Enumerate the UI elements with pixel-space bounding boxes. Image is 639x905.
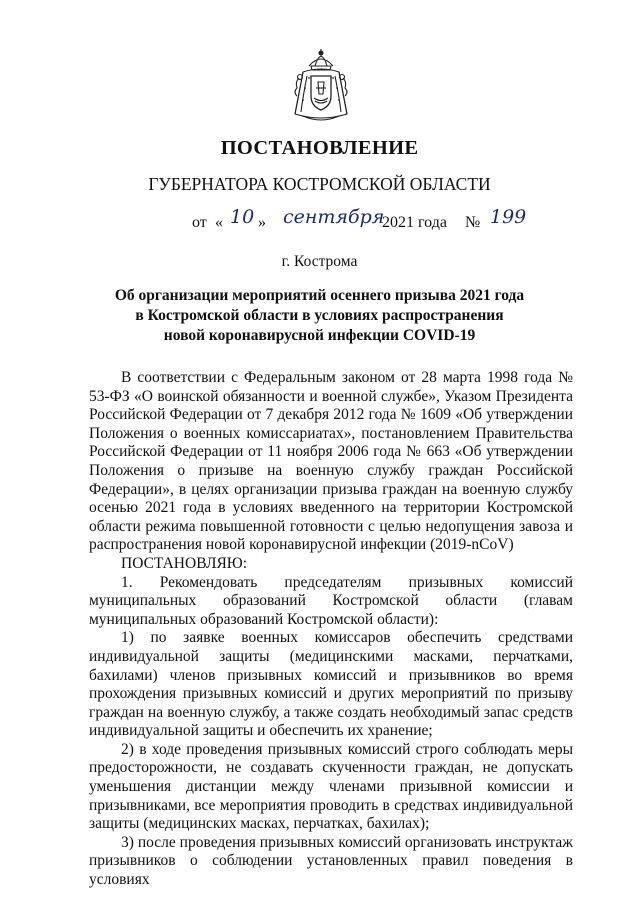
heading-line: Об организации мероприятий осеннего призыва 2021 года	[114, 287, 525, 304]
coat-of-arms-emblem	[289, 48, 353, 124]
document-number-handwritten: 199	[490, 206, 527, 228]
heading-line: в Костромской области в условиях распространения	[135, 307, 504, 324]
date-quote-close: »	[258, 214, 266, 231]
paragraph-preamble: В соответствии с Федеральным законом от 28 марта 1998 года № 53-ФЗ «О воинской обязанности и военной службе», Указом Президента Российской Федерации от 7 декабря 2012 года № 1609 «Об утверждении Положения о военных комиссариатах», постановлением Правительства Российской Федерации от 11 ноября 2006 года № 663 «Об утверждении Положения о призыве на военную службу граждан Российской Федерации», в целях организации призыва граждан на военную службу осенью 2021 года в условиях введенного на территории Костромской области режима повышенной готовности с целью недопущения завоза и распространения новой коронавирусной инфекции (2019-nCoV)	[89, 369, 573, 554]
number-sign: №	[465, 214, 481, 231]
paragraph-item-1: 1. Рекомендовать председателям призывных комиссий муниципальных образований Костромской области (главам муниципальных образований Костромской области):	[89, 573, 573, 628]
date-year: 2021 года	[382, 214, 447, 231]
paragraph-resolve: ПОСТАНОВЛЯЮ:	[121, 554, 248, 572]
heading-line: новой коронавирусной инфекции COVID-19	[163, 327, 476, 344]
city-line: г. Кострома	[281, 253, 358, 270]
date-month-handwritten: сентября	[283, 206, 385, 228]
date-quote-open: «	[215, 214, 223, 231]
paragraph-subitem-3: 3) после проведения призывных комиссий организовать инструктаж призывников о соблюдении установленных правил поведения в условиях	[89, 833, 573, 889]
document-title: ПОСТАНОВЛЕНИЕ	[220, 137, 419, 159]
paragraph-subitem-2: 2) в ходе проведения призывных комиссий строго соблюдать меры предосторожности, не создавать скученности граждан, не допускать уменьшения дистанции между членами призывной комиссии и призывниками, все мероприятия проводить в средствах индивидуальной защиты (медицинских масках, перчатках, бахилах);	[89, 740, 573, 833]
date-prefix: от	[192, 214, 207, 231]
document-issuer: ГУБЕРНАТОРА КОСТРОМСКОЙ ОБЛАСТИ	[148, 174, 491, 194]
paragraph-subitem-1: 1) по заявке военных комиссаров обеспечить средствами индивидуальной защиты (медицинскими масками, перчатками, бахилами) членов призывных комиссий и призывников во время прохождения призывных комиссий и других мероприятий по призыву граждан на военную службу, а также создать необходимый запас средств индивидуальной защиты и обеспечить их хранение;	[89, 629, 573, 740]
document-heading	[0, 286, 639, 346]
date-day-handwritten: 10	[230, 206, 255, 228]
date-line	[192, 206, 532, 236]
document-body	[89, 369, 573, 890]
